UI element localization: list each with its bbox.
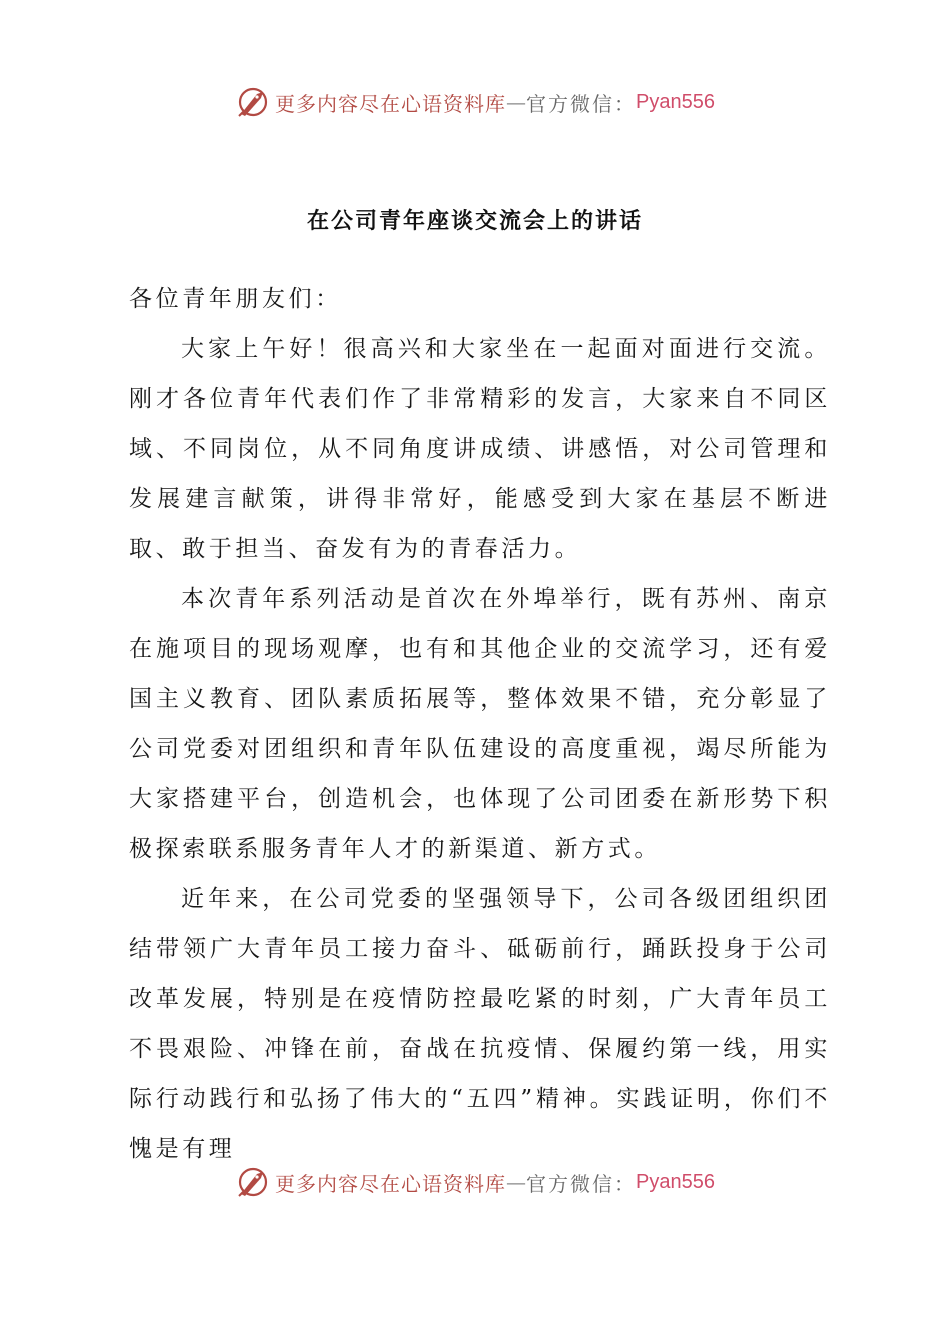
document-body — [129, 274, 831, 1174]
salutation: 各位青年朋友们： — [129, 286, 342, 312]
banner-main-text: 更多内容尽在心语资料库 — [275, 1171, 507, 1196]
header-banner — [0, 82, 950, 122]
banner-main-text: 更多内容尽在心语资料库 — [275, 91, 507, 116]
paragraph: 大家上午好！很高兴和大家坐在一起面对面进行交流。刚才各位青年代表们作了非常精彩的发言，大家来自不同区域、不同岗位，从不同角度讲成绩、讲感悟，对公司管理和发展建言献策，讲得非常好，能感受到大家在基层不断进取、敢于担当、奋发有为的青春活力。 — [129, 336, 831, 562]
banner-wechat-id: Pyan556 — [636, 90, 715, 113]
banner-wechat-id: Pyan556 — [636, 1170, 715, 1193]
footer-banner — [0, 1162, 950, 1202]
pen-nib-logo-icon — [235, 84, 271, 120]
banner-separator: — — [506, 1170, 527, 1194]
banner-wechat-label: 官方微信： — [526, 91, 637, 116]
document-title: 在公司青年座谈交流会上的讲话 — [306, 209, 643, 234]
banner-wechat-label: 官方微信： — [526, 1171, 637, 1196]
paragraph: 本次青年系列活动是首次在外埠举行，既有苏州、南京在施项目的现场观摩，也有和其他企业的交流学习，还有爱国主义教育、团队素质拓展等，整体效果不错，充分彰显了公司党委对团组织和青年队伍建设的高度重视，竭尽所能为大家搭建平台，创造机会，也体现了公司团委在新形势下积极探索联系服务青年人才的新渠道、新方式。 — [129, 586, 831, 862]
pen-nib-logo-icon — [235, 1164, 271, 1200]
banner-separator: — — [506, 90, 527, 114]
paragraph: 近年来，在公司党委的坚强领导下，公司各级团组织团结带领广大青年员工接力奋斗、砥砺前行，踊跃投身于公司改革发展，特别是在疫情防控最吃紧的时刻，广大青年员工不畏艰险、冲锋在前，奋战在抗疫情、保履约第一线，用实际行动践行和弘扬了伟大的“五四”精神。实践证明，你们不愧是有理 — [129, 886, 831, 1162]
